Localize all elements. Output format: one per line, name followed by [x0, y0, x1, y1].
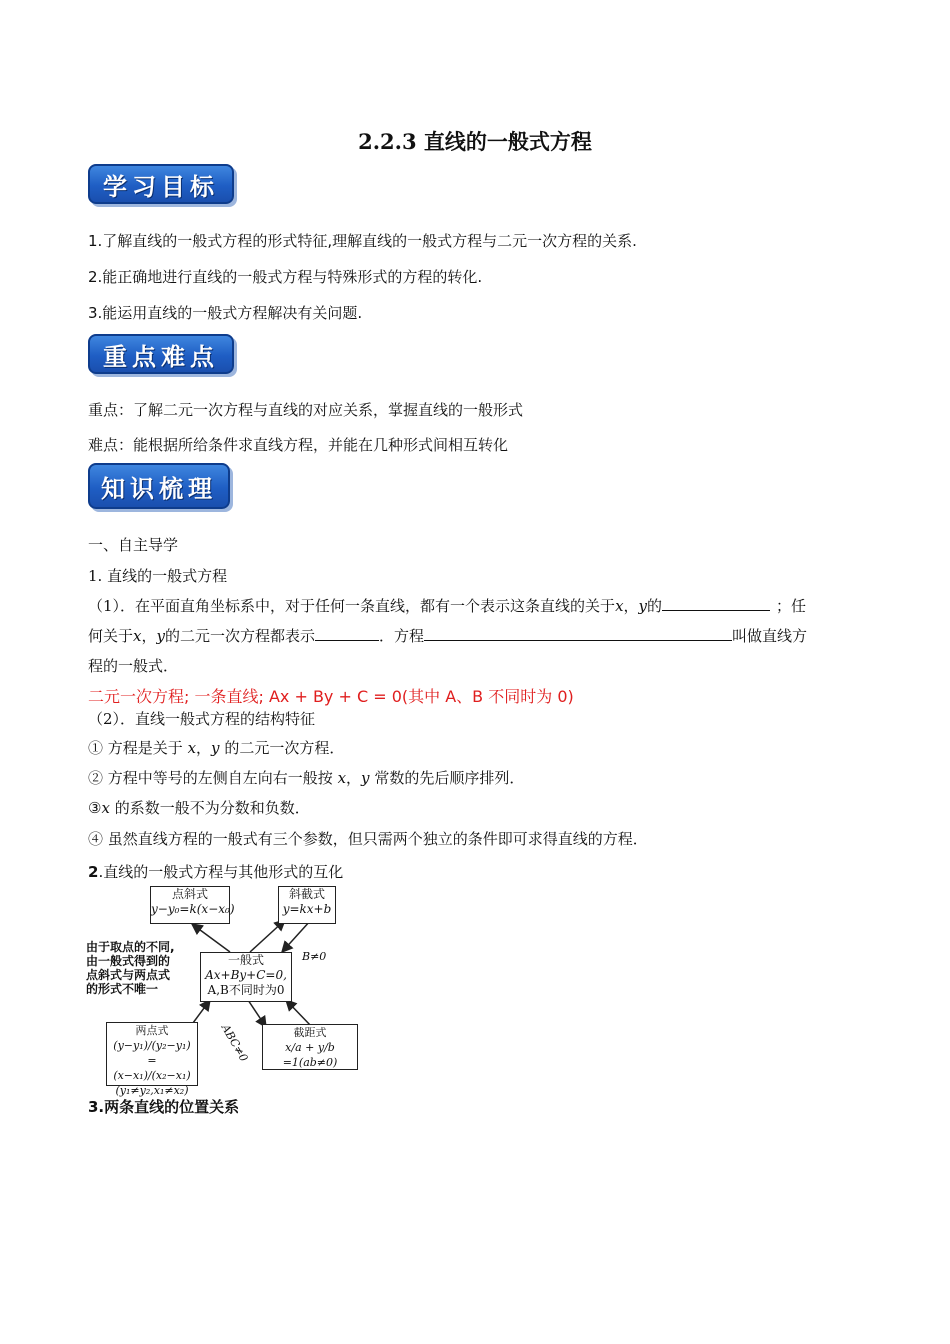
label-abc-nonzero: ABC≠0 — [218, 1022, 251, 1064]
goal-3: 3.能运用直线的一般式方程解决有关问题. — [88, 304, 363, 322]
feature-1-a: ① 方程是关于 — [88, 739, 183, 757]
label-b-nonzero: B≠0 — [302, 950, 327, 963]
var-x: x — [187, 739, 197, 757]
goal-2: 2.能正确地进行直线的一般式方程与特殊形式的方程的转化. — [88, 268, 483, 286]
para1-line2 — [88, 624, 807, 646]
para1-line3: 程的一般式． — [88, 657, 179, 675]
hard-point-label: 难点： — [88, 436, 134, 454]
sep: ， — [196, 739, 212, 757]
two-point-title: 两点式 — [135, 1024, 169, 1037]
general-eq: Ax+By+C=0, — [205, 968, 287, 982]
answer-line: 二元一次方程; 一条直线; Ax + By + C = 0(其中 A、B 不同时为 0) — [88, 687, 574, 706]
arrow-to-intercept — [248, 1000, 266, 1027]
diagram-note — [86, 940, 175, 996]
goal-1: 1.了解直线的一般式方程的形式特征,理解直线的一般式方程与二元一次方程的关系. — [88, 232, 637, 250]
page-title: 2.2.3 直线的一般式方程 — [358, 129, 592, 154]
feature-2-a: ② 方程中等号的左侧自左向右一般按 — [88, 769, 333, 787]
two-point-box — [106, 1022, 198, 1097]
key-point — [88, 399, 523, 420]
two-point-eq: (y−y₁)/(y₂−y₁) = (x−x₁)/(x₂−x₁) — [113, 1039, 191, 1082]
blank-1[interactable] — [662, 594, 770, 611]
general-form-box — [200, 952, 292, 1002]
blank-3[interactable] — [424, 624, 732, 641]
general-cond: A,B不同时为0 — [207, 983, 285, 997]
var-x: x — [337, 769, 347, 787]
intercept-eq: x/a + y/b =1(ab≠0) — [282, 1041, 338, 1069]
var-x: x — [133, 627, 142, 645]
para1-line1 — [88, 594, 806, 616]
feature-3-a: ③ — [88, 799, 102, 817]
arrow-to-slope-intercept — [250, 920, 285, 952]
para1-text-a: （1）．在平面直角坐标系中，对于任何一条直线，都有一个表示这条直线的关于 — [88, 597, 616, 615]
section1-heading: 一、自主导学 — [88, 536, 179, 554]
para2-text-b: 的二元一次方程都表示 — [164, 627, 315, 645]
para2-text-d: 叫做直线方 — [732, 627, 808, 645]
feature-1 — [88, 737, 344, 758]
para1-text-b: 的 — [647, 597, 663, 615]
section2-heading — [88, 861, 343, 882]
slope-intercept-title: 斜截式 — [288, 887, 325, 901]
structure-heading: （2）．直线一般式方程的结构特征 — [88, 710, 316, 728]
feature-3-b: 的系数一般不为分数和负数． — [114, 799, 310, 817]
arrow-to-point-slope — [192, 924, 230, 952]
hard-point-text: 能根据所给条件求直线方程，并能在几种形式间相互转化 — [133, 436, 509, 454]
sep: ， — [623, 597, 639, 615]
key-point-text: 了解二元一次方程与直线的对应关系，掌握直线的一般形式 — [133, 401, 524, 419]
blank-2[interactable] — [315, 624, 379, 641]
para2-text-a: 何关于 — [88, 627, 134, 645]
two-point-cond: (y₁≠y₂,x₁≠x₂) — [115, 1084, 189, 1097]
sep: ， — [346, 769, 362, 787]
sep: ， — [141, 627, 157, 645]
section2-num: 2 — [88, 863, 99, 881]
feature-2 — [88, 767, 524, 788]
var-y: y — [156, 627, 165, 645]
conversion-diagram — [80, 882, 380, 1097]
banner-key-points: 重点难点 — [88, 334, 234, 374]
key-point-label: 重点： — [88, 401, 134, 419]
general-title: 一般式 — [227, 953, 264, 967]
feature-3 — [88, 797, 310, 818]
banner-knowledge: 知识梳理 — [88, 463, 230, 509]
feature-1-b: 的二元一次方程． — [224, 739, 345, 757]
note-line: 点斜式与两点式 — [86, 968, 171, 982]
var-x: x — [101, 799, 110, 817]
intercept-box — [262, 1024, 358, 1070]
point-slope-eq: y−y₀=k(x−x₀) — [151, 902, 235, 916]
var-x: x — [615, 597, 624, 615]
point-slope-title: 点斜式 — [171, 887, 208, 901]
feature-4: ④ 虽然直线方程的一般式有三个参数，但只需两个独立的条件即可求得直线的方程． — [88, 830, 648, 848]
section1-sub1: 1. 直线的一般式方程 — [88, 567, 228, 585]
section3-heading: 3.两条直线的位置关系 — [88, 1098, 240, 1116]
para1-text-c: ；任 — [776, 597, 807, 615]
slope-intercept-eq: y=kx+b — [282, 902, 332, 916]
note-line: 由于取点的不同, — [86, 940, 175, 954]
hard-point — [88, 434, 508, 455]
point-slope-box — [150, 886, 235, 924]
note-line: 的形式不唯一 — [86, 982, 159, 996]
section2-title: .直线的一般式方程与其他形式的互化 — [98, 863, 344, 881]
slope-intercept-box — [278, 886, 336, 924]
var-y: y — [211, 739, 220, 757]
banner-learning-goals: 学习目标 — [88, 164, 234, 204]
var-y: y — [361, 769, 370, 787]
feature-2-b: 常数的先后顺序排列． — [374, 769, 525, 787]
var-y: y — [638, 597, 648, 615]
intercept-title: 截距式 — [293, 1026, 327, 1039]
arrow-from-intercept — [286, 1000, 312, 1027]
para2-text-c: ．方程 — [379, 627, 425, 645]
note-line: 由一般式得到的 — [86, 954, 171, 968]
